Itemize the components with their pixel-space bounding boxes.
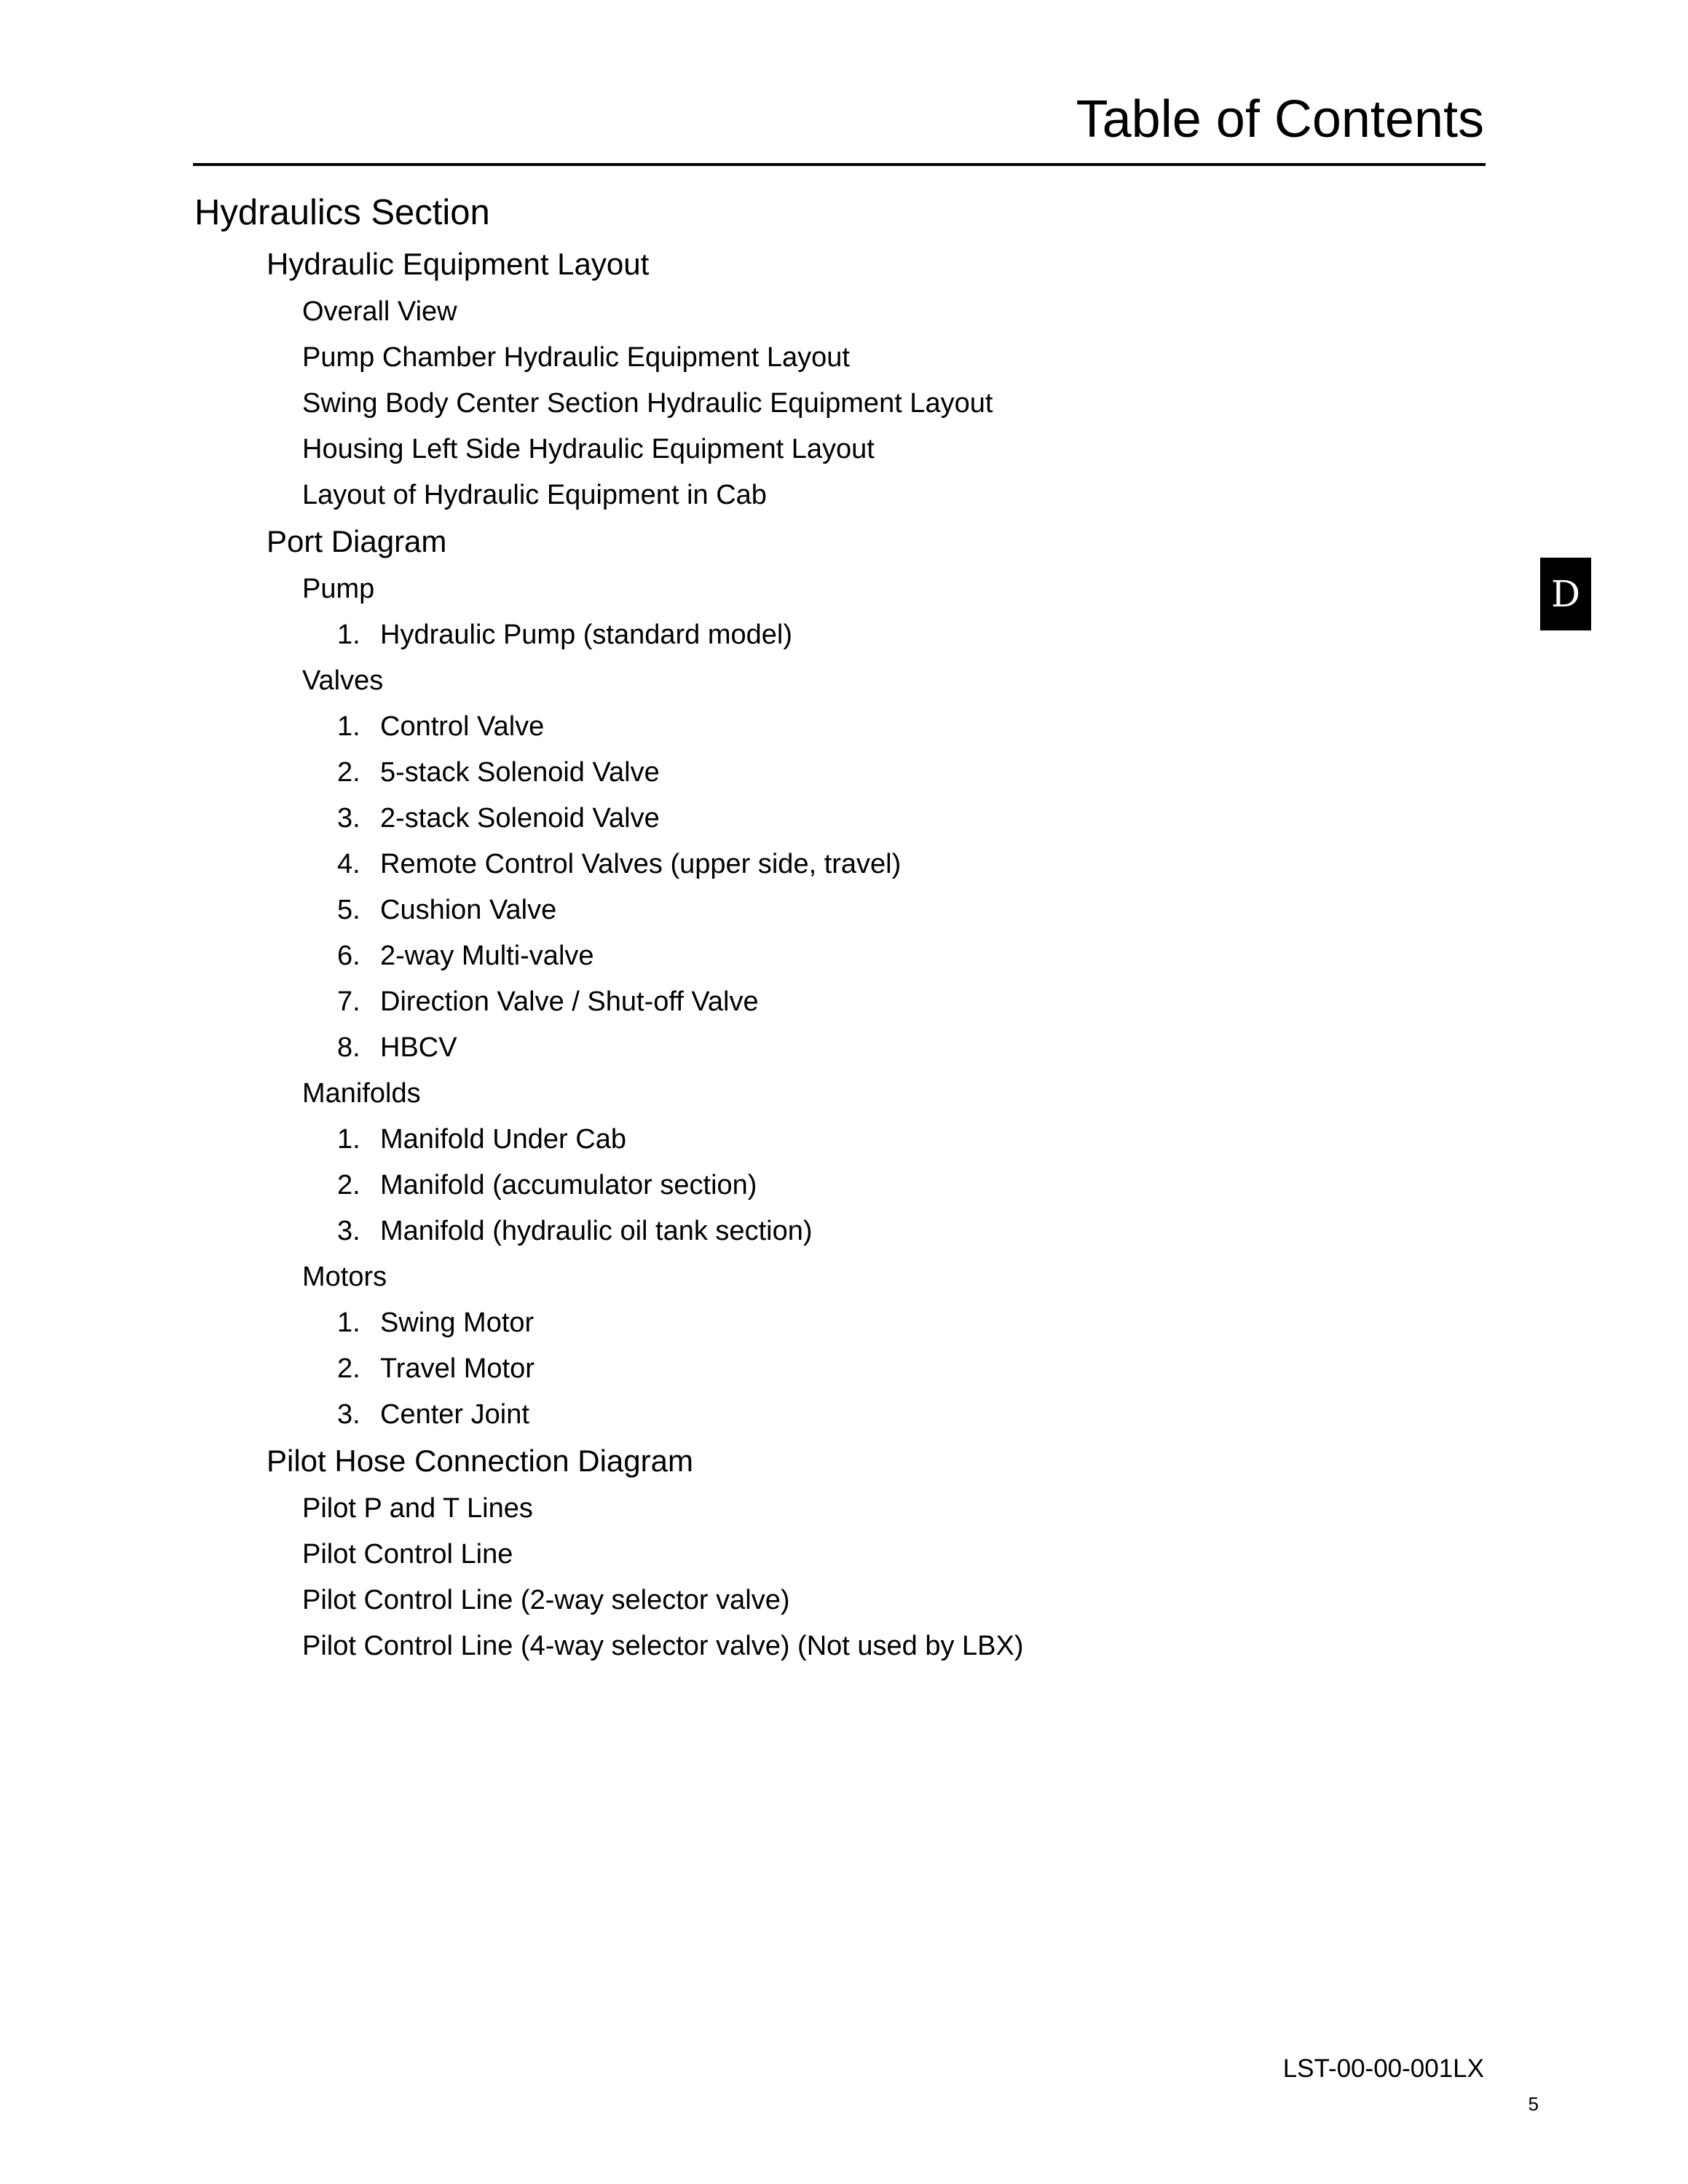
toc-item-number: 1. [337, 1307, 360, 1338]
toc-section[interactable]: Hydraulics Section [194, 193, 490, 232]
toc-topic[interactable]: Pump [302, 574, 375, 604]
toc-item-label: 2-way Multi-valve [380, 941, 594, 971]
toc-item-label: HBCV [380, 1032, 457, 1063]
toc-item-number: 8. [337, 1032, 360, 1063]
toc-topic[interactable]: Housing Left Side Hydraulic Equipment Layout [302, 434, 875, 464]
toc-item-label: Travel Motor [380, 1353, 535, 1384]
toc-item[interactable] [337, 1217, 813, 1245]
toc-topic[interactable]: Manifolds [302, 1078, 421, 1109]
toc-item-number: 3. [337, 1399, 360, 1430]
toc-topic[interactable]: Pilot Control Line (2-way selector valve) [302, 1585, 790, 1615]
toc-topic[interactable]: Pump Chamber Hydraulic Equipment Layout [302, 342, 850, 373]
toc-item-number: 1. [337, 711, 360, 742]
toc-item[interactable] [337, 621, 792, 649]
toc-item-label: Manifold (hydraulic oil tank section) [380, 1216, 813, 1246]
toc-item-label: 2-stack Solenoid Valve [380, 803, 660, 834]
toc-item-number: 1. [337, 620, 360, 650]
toc-chapter[interactable]: Port Diagram [267, 524, 447, 558]
toc-topic[interactable]: Layout of Hydraulic Equipment in Cab [302, 480, 767, 510]
toc-topic[interactable]: Swing Body Center Section Hydraulic Equipment Layout [302, 388, 993, 419]
toc-item-label: Remote Control Valves (upper side, travel) [380, 849, 902, 879]
toc-item[interactable] [337, 942, 594, 970]
page-title: Table of Contents [1076, 90, 1484, 149]
toc-item[interactable] [337, 1171, 757, 1199]
toc-item-number: 4. [337, 849, 360, 879]
toc-item-number: 3. [337, 1216, 360, 1246]
toc-topic[interactable]: Pilot P and T Lines [302, 1493, 533, 1524]
toc-chapter[interactable]: Hydraulic Equipment Layout [267, 247, 650, 281]
toc-topic[interactable]: Valves [302, 665, 384, 696]
toc-item-label: Swing Motor [380, 1307, 535, 1338]
toc-item[interactable] [337, 896, 556, 924]
toc-item-number: 5. [337, 895, 360, 925]
toc-item[interactable] [337, 759, 660, 786]
toc-item-label: Hydraulic Pump (standard model) [380, 620, 793, 650]
toc-topic[interactable]: Overall View [302, 296, 457, 327]
toc-item-label: Center Joint [380, 1399, 529, 1430]
page-number: 5 [1528, 2093, 1539, 2115]
toc-topic[interactable]: Pilot Control Line [302, 1539, 513, 1570]
toc-item-label: Cushion Valve [380, 895, 557, 925]
toc-item[interactable] [337, 1034, 457, 1061]
section-tab-marker: D [1540, 558, 1591, 630]
toc-item-number: 1. [337, 1124, 360, 1155]
toc-item-number: 6. [337, 941, 360, 971]
toc-item-number: 2. [337, 1353, 360, 1384]
toc-item-number: 2. [337, 757, 360, 788]
toc-item[interactable] [337, 850, 901, 878]
toc-item-number: 2. [337, 1170, 360, 1200]
toc-topic[interactable]: Motors [302, 1262, 387, 1292]
toc-item-label: Manifold Under Cab [380, 1124, 626, 1155]
toc-item-label: Manifold (accumulator section) [380, 1170, 757, 1200]
toc-item-label: 5-stack Solenoid Valve [380, 757, 660, 788]
toc-item-number: 3. [337, 803, 360, 834]
toc-chapter[interactable]: Pilot Hose Connection Diagram [267, 1444, 693, 1478]
toc-item[interactable] [337, 1125, 626, 1153]
toc-item[interactable] [337, 988, 759, 1016]
toc-item[interactable] [337, 1309, 534, 1337]
toc-item-label: Control Valve [380, 711, 545, 742]
header-divider [193, 163, 1486, 166]
toc-item[interactable] [337, 1401, 529, 1428]
toc-item[interactable] [337, 804, 660, 832]
toc-item-label: Direction Valve / Shut-off Valve [380, 986, 759, 1017]
document-code: LST-00-00-001LX [1282, 2054, 1484, 2083]
toc-item[interactable] [337, 713, 544, 740]
toc-item[interactable] [337, 1355, 535, 1382]
toc-item-number: 7. [337, 986, 360, 1017]
toc-topic[interactable]: Pilot Control Line (4-way selector valve) (Not used by LBX) [302, 1631, 1024, 1661]
